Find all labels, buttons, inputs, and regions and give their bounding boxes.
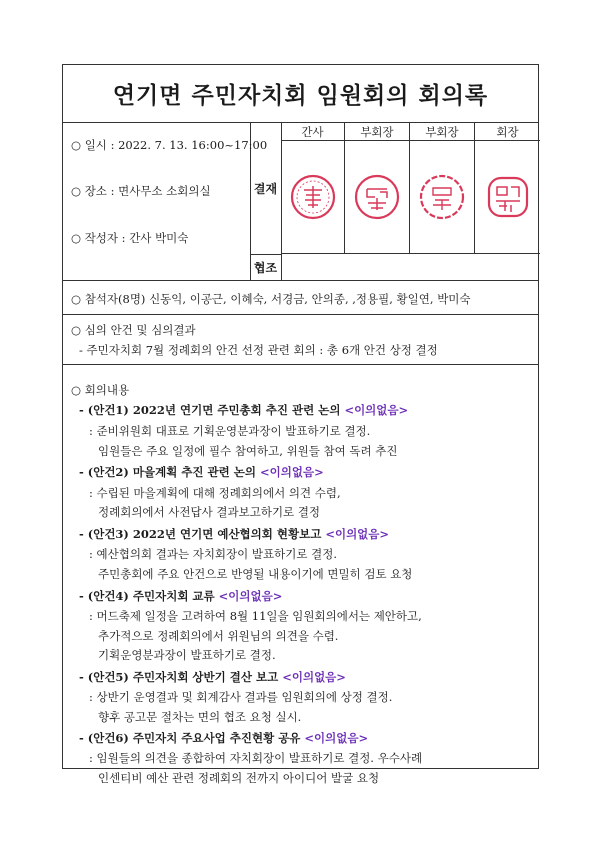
item-title-text: - (안건3) 2022년 연기면 예산협의회 현황보고 — [79, 526, 326, 541]
attendees-text: ○ 참석자(8명) 신동익, 이공근, 이혜숙, 서경금, 안의종, ,정용필, 황일연, 박미숙 — [71, 292, 471, 306]
signature-cell-vice-chair-2 — [410, 141, 475, 254]
role-chair: 회장 — [475, 123, 540, 141]
item-tag: <이의없음> — [344, 403, 409, 418]
approval-box — [250, 123, 540, 281]
attendees-row — [63, 281, 538, 315]
item-2-line-2: 정례회의에서 사전답사 결과보고하기로 결정 — [98, 505, 321, 520]
meeting-writer: ○ 작성자 : 간사 박미숙 — [71, 231, 189, 245]
item-title-text: - (안건2) 마을계획 추진 관련 논의 — [79, 465, 260, 480]
item-title-text: - (안건1) 2022년 연기면 주민총회 추진 관련 논의 — [79, 403, 345, 418]
item-title-text: - (안건5) 주민자치회 상반기 결산 보고 — [79, 669, 283, 684]
approval-label: 결재 — [250, 123, 282, 255]
item-2-title — [79, 464, 324, 480]
agenda-heading: ○ 심의 안건 및 심의결과 — [71, 323, 196, 337]
item-tag: <이의없음> — [282, 669, 346, 684]
role-vice-chair-2: 부회장 — [410, 123, 475, 141]
minutes-document — [62, 64, 539, 785]
item-3-title — [79, 526, 389, 542]
signature-cell-secretary — [281, 141, 345, 254]
item-4-line-1: : 머드축제 일정을 고려하여 8월 11일을 임원회의에서는 제안하고, — [89, 609, 422, 624]
item-5-line-2: 향후 공고문 절차는 면의 협조 요청 실시. — [98, 710, 302, 725]
content-section — [63, 365, 538, 785]
seal-stamp-icon — [288, 172, 338, 222]
item-title-text: - (안건6) 주민자치 주요사업 추진현황 공유 — [79, 730, 305, 745]
agenda-row — [63, 315, 538, 365]
item-tag: <이의없음> — [304, 730, 369, 745]
item-6-line-2: 인센티비 예산 관련 정례회의 전까지 아이디어 발굴 요청 — [98, 770, 380, 785]
item-5-title — [79, 669, 346, 685]
item-3-line-2: 주민총회에 주요 안건으로 반영될 내용이기에 면밀히 검토 요청 — [98, 567, 413, 582]
role-vice-chair-1: 부회장 — [345, 123, 410, 141]
item-4-line-3: 기획운영분과장이 발표하기로 결정. — [98, 648, 276, 663]
seal-stamp-icon — [483, 172, 533, 222]
role-secretary: 간사 — [281, 123, 345, 141]
item-tag: <이의없음> — [260, 465, 324, 480]
cooperation-label: 협조 — [250, 254, 282, 281]
item-4-line-2: 추가적으로 정례회의에서 위원님의 의견을 수렴. — [98, 628, 339, 643]
title-row — [63, 65, 538, 123]
item-tag: <이의없음> — [218, 588, 283, 603]
agenda-result: - 주민자치회 7월 정례회의 안건 선정 관련 회의 : 총 6개 안건 상정 결정 — [79, 343, 438, 357]
item-1-line-1: : 준비위원회 대표로 기획운영분과장이 발표하기로 결정. — [89, 423, 371, 438]
signature-cell-vice-chair-1 — [345, 141, 410, 254]
item-tag: <이의없음> — [325, 526, 390, 541]
page-title: 연기면 주민자치회 임원회의 회의록 — [112, 83, 489, 109]
item-6-line-1: : 임원들의 의견을 종합하여 자치회장이 발표하기로 결정. 우수사례 — [89, 751, 423, 766]
item-title-text: - (안건4) 주민자치회 교류 — [79, 588, 219, 603]
item-1-title — [79, 402, 408, 418]
item-3-line-1: : 예산협의회 결과는 자치회장이 발표하기로 결정. — [89, 547, 337, 562]
item-4-title — [79, 588, 282, 604]
meeting-date: ○ 일시 : 2022. 7. 13. 16:00~17:00 — [71, 138, 268, 152]
seal-stamp-icon — [352, 172, 402, 222]
signature-cell-chair — [475, 141, 540, 254]
meeting-place: ○ 장소 : 면사무소 소회의실 — [71, 184, 211, 198]
item-1-line-2: 임원들은 주요 일정에 필수 참여하고, 위원들 참여 독려 추진 — [98, 443, 398, 458]
item-5-line-1: : 상반기 운영결과 및 회계감사 결과를 임원회의에 상정 결정. — [89, 690, 393, 705]
info-section — [63, 123, 538, 281]
item-6-title — [79, 730, 368, 746]
seal-stamp-icon — [417, 172, 467, 222]
item-2-line-1: : 수립된 마을계획에 대해 정례회의에서 의견 수렴, — [89, 485, 341, 500]
content-heading: ○ 회의내용 — [71, 382, 130, 397]
